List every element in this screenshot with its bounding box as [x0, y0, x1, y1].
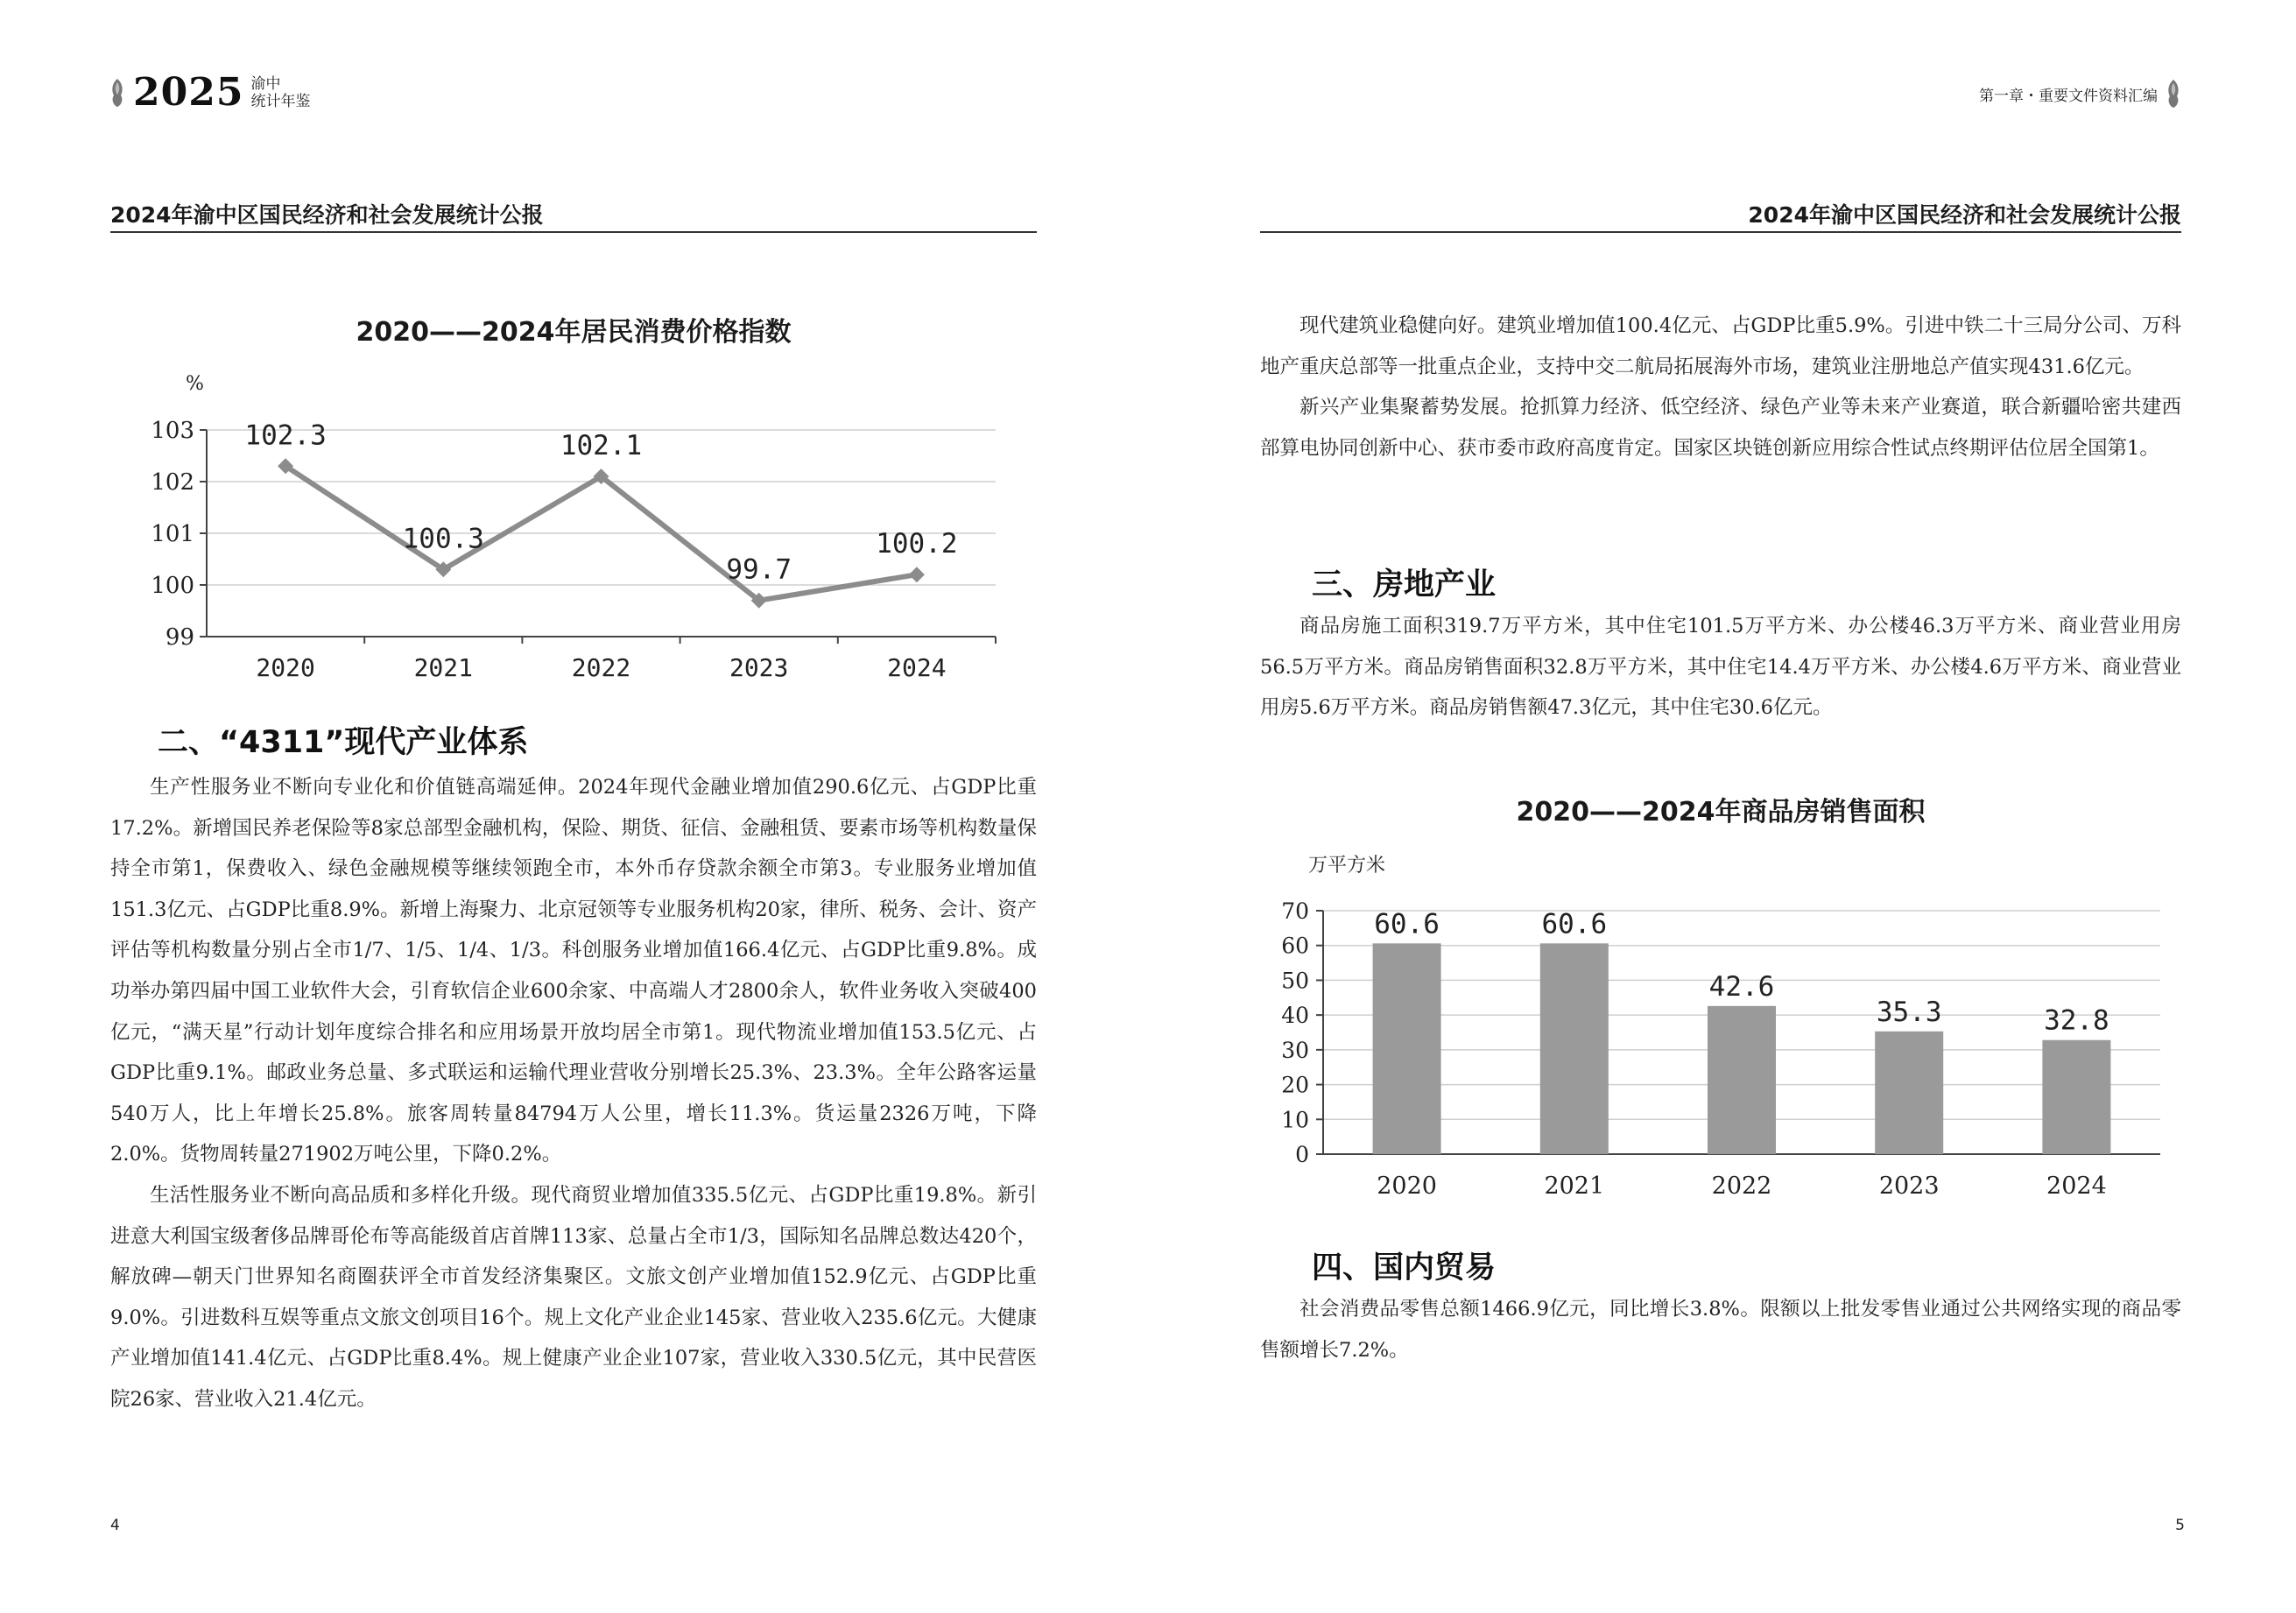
housing-bar — [2042, 1040, 2110, 1154]
housing-y-tick-label: 0 — [1295, 1142, 1309, 1167]
cpi-data-label: 100.3 — [402, 523, 484, 555]
housing-y-tick-label: 30 — [1281, 1037, 1309, 1063]
housing-data-label: 60.6 — [1541, 908, 1608, 940]
housing-bar — [1373, 943, 1441, 1154]
running-title: 2024年渝中区国民经济和社会发展统计公报 — [1748, 202, 2181, 228]
cpi-y-tick-label: 101 — [151, 521, 194, 547]
paragraph: 社会消费品零售总额1466.9亿元，同比增长3.8%。限额以上批发零售业通过公共网络实现的商品零售额增长7.2%。 — [1260, 1298, 2181, 1362]
housing-y-tick-label: 50 — [1281, 968, 1309, 994]
cpi-x-tick-label: 2022 — [571, 653, 631, 682]
section-4-heading: 四、国内贸易 — [1312, 1250, 1497, 1285]
chapter-title: 第一章・重要文件资料汇编 — [1979, 87, 2158, 105]
housing-data-label: 35.3 — [1876, 996, 1942, 1028]
housing-bar — [1708, 1006, 1776, 1154]
housing-x-tick-label: 2021 — [1544, 1173, 1605, 1200]
paragraph: 现代建筑业稳健向好。建筑业增加值100.4亿元、占GDP比重5.9%。引进中铁二十三局分公司、万科地产重庆总部等一批重点企业，支持中交二航局拓展海外市场，建筑业注册地总产值实现431.6亿元。 — [1260, 314, 2181, 378]
yearbook-emblem-icon — [2166, 79, 2180, 109]
housing-data-label: 60.6 — [1374, 908, 1440, 940]
housing-x-tick-label: 2024 — [2046, 1173, 2107, 1200]
right-page — [1148, 0, 2296, 1613]
left-body-text — [110, 767, 1037, 1420]
yearbook-year: 2025 — [133, 70, 244, 115]
cpi-data-label: 102.3 — [244, 419, 327, 452]
housing-y-tick-label: 60 — [1281, 933, 1309, 959]
housing-data-label: 32.8 — [2044, 1004, 2109, 1037]
housing-y-tick-label: 40 — [1281, 1003, 1309, 1029]
cpi-y-unit: % — [186, 373, 204, 395]
page-number: 4 — [110, 1517, 120, 1534]
housing-bar — [1875, 1032, 1943, 1154]
cpi-y-tick-label: 100 — [151, 573, 194, 599]
housing-x-tick-label: 2022 — [1711, 1173, 1772, 1200]
cpi-data-point — [909, 567, 925, 582]
cpi-data-label: 100.2 — [876, 528, 958, 560]
cpi-x-tick-label: 2024 — [887, 653, 947, 682]
section-2-heading: 二、“4311”现代产业体系 — [158, 725, 529, 760]
header-rule — [1260, 231, 2181, 233]
section-4-body — [1260, 1289, 2181, 1370]
housing-y-tick-label: 70 — [1281, 898, 1309, 924]
housing-x-tick-label: 2023 — [1878, 1173, 1940, 1200]
housing-y-tick-label: 10 — [1281, 1107, 1309, 1133]
yearbook-emblem-icon — [110, 78, 124, 108]
cpi-data-label: 102.1 — [560, 430, 643, 462]
cpi-x-tick-label: 2021 — [413, 653, 474, 682]
paragraph: 商品房施工面积319.7万平方米，其中住宅101.5万平方米、办公楼46.3万平方米、商业营业用房56.5万平方米。商品房销售面积32.8万平方米，其中住宅14.4万平方米、办公楼4.6万平方米、商业营业用房5.6万平方米。商品房销售额47.3亿元，其中住宅30.6亿元。 — [1260, 615, 2181, 720]
page-number: 5 — [2175, 1517, 2185, 1534]
housing-y-unit: 万平方米 — [1308, 855, 1386, 877]
housing-data-label: 42.6 — [1708, 970, 1775, 1003]
yearbook-logo — [110, 70, 310, 115]
cpi-data-label: 99.7 — [726, 553, 792, 586]
cpi-x-tick-label: 2023 — [729, 653, 789, 682]
running-title: 2024年渝中区国民经济和社会发展统计公报 — [110, 202, 544, 228]
paragraph: 生产性服务业不断向专业化和价值链高端延伸。2024年现代金融业增加值290.6亿元、占GDP比重17.2%。新增国民养老保险等8家总部型金融机构，保险、期货、征信、金融租赁、要素市场等机构数量保持全市第1，保费收入、绿色金融规模等继续领跑全市，本外币存贷款余额全市第3。专业服务业增加值151.3亿元、占GDP比重8.9%。新增上海聚力、北京冠领等专业服务机构20家，律所、税务、会计、资产评估等机构数量分别占全市1/7、1/5、1/4、1/3。科创服务业增加值166.4亿元、占GDP比重9.8%。成功举办第四届中国工业软件大会，引育软信企业600余家、中高端人才2800余人，软件业务收入突破400亿元，“满天星”行动计划年度综合排名和应用场景开放均居全市第1。现代物流业增加值153.5亿元、占GDP比重9.1%。邮政业务总量、多式联运和运输代理业营收分别增长25.3%、23.3%。全年公路客运量540万人，比上年增长25.8%。旅客周转量84794万人公里，增长11.3%。货运量2326万吨，下降2.0%。货物周转量271902万吨公里，下降0.2%。 — [110, 776, 1037, 1166]
header-rule — [110, 231, 1037, 233]
housing-bar — [1540, 943, 1609, 1154]
cpi-line-chart — [0, 350, 1148, 727]
cpi-chart-title: 2020——2024年居民消费价格指数 — [356, 317, 792, 348]
right-body-text-top — [1260, 306, 2181, 468]
housing-x-tick-label: 2020 — [1377, 1173, 1437, 1200]
paragraph: 新兴产业集聚蓄势发展。抢抓算力经济、低空经济、绿色产业等未来产业赛道，联合新疆哈密共建西部算电协同创新中心、获市委市政府高度肯定。国家区块链创新应用综合性试点终期评估位居全国第1。 — [1260, 396, 2181, 460]
cpi-y-tick-label: 99 — [165, 624, 194, 651]
cpi-y-tick-label: 102 — [151, 469, 194, 496]
section-3-body — [1260, 606, 2181, 729]
yearbook-name: 渝中 统计年鉴 — [250, 74, 311, 110]
section-3-heading: 三、房地产业 — [1312, 567, 1497, 602]
housing-y-tick-label: 20 — [1281, 1072, 1309, 1098]
cpi-x-tick-label: 2020 — [256, 653, 315, 682]
chapter-header — [1979, 79, 2180, 109]
paragraph: 生活性服务业不断向高品质和多样化升级。现代商贸业增加值335.5亿元、占GDP比重19.8%。新引进意大利国宝级奢侈品牌哥伦布等高能级首店首牌113家、总量占全市1/3，国际知名品牌总数达420个，解放碑—朝天门世界知名商圈获评全市首发经济集聚区。文旅文创产业增加值152.9亿元、占GDP比重9.0%。引进数科互娱等重点文旅文创项目16个。规上文化产业企业145家、营业收入235.6亿元。大健康产业增加值141.4亿元、占GDP比重8.4%。规上健康产业企业107家，营业收入330.5亿元，其中民营医院26家、营业收入21.4亿元。 — [110, 1183, 1037, 1411]
housing-bar-chart — [1148, 841, 2296, 1217]
housing-chart-title: 2020——2024年商品房销售面积 — [1516, 797, 1926, 828]
cpi-y-tick-label: 103 — [151, 418, 194, 444]
